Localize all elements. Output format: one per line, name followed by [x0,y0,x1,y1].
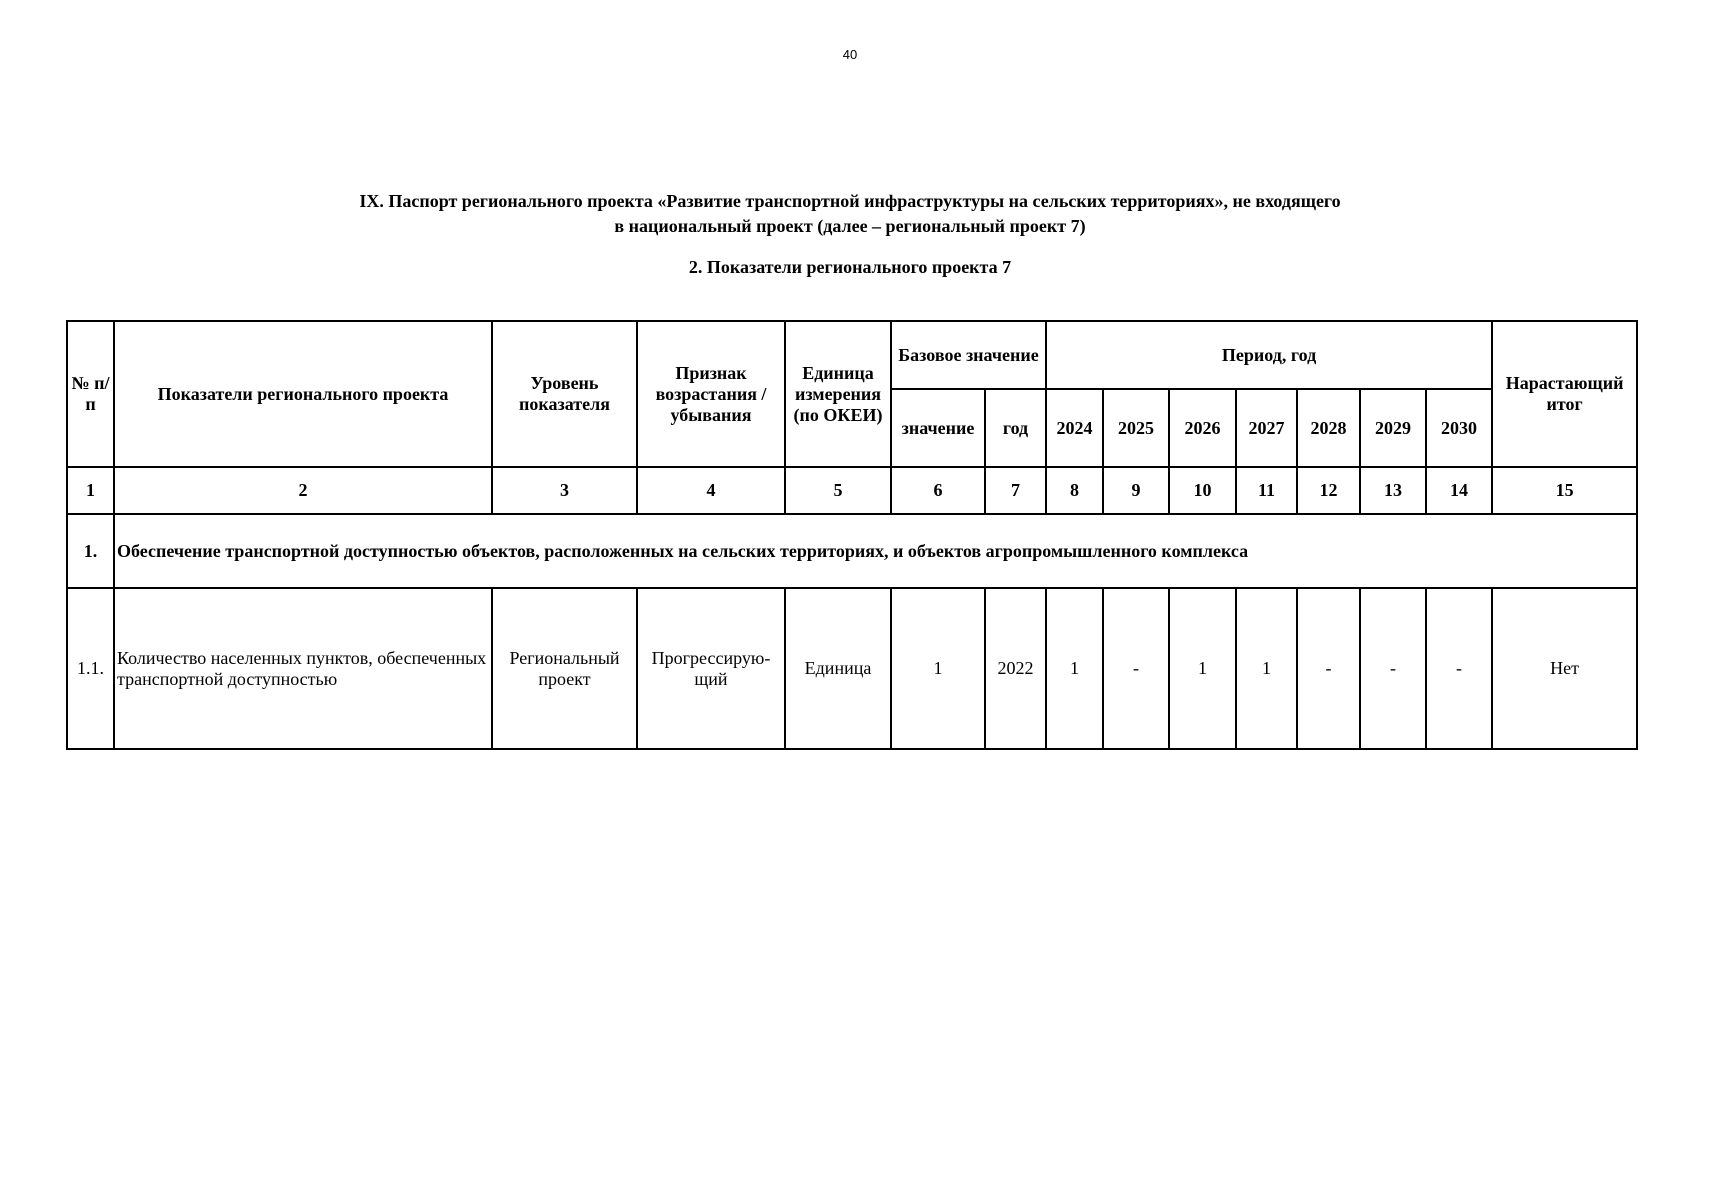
indicators-table [66,320,1638,750]
header-year: 2024 [1046,389,1103,467]
column-number: 5 [785,467,891,514]
table-row [67,588,1637,749]
column-number: 14 [1426,467,1492,514]
document-title-line-1: IX. Паспорт регионального проекта «Развитие транспортной инфраструктуры на сельских территориях», не входящего [359,191,1341,211]
column-number: 7 [985,467,1046,514]
header-year: 2028 [1297,389,1360,467]
row-num: 1.1. [67,588,114,749]
column-number: 6 [891,467,985,514]
section-title: Обеспечение транспортной доступностью объектов, расположенных на сельских территориях, и объектов агропромышленного комплекса [114,514,1637,588]
page-number: 40 [842,47,858,62]
row-year-value: 1 [1046,588,1103,749]
column-number: 11 [1236,467,1297,514]
row-year-value: - [1360,588,1426,749]
row-level: Региональный проект [492,588,637,749]
row-unit: Единица [785,588,891,749]
column-number: 2 [114,467,492,514]
header-year: 2025 [1103,389,1169,467]
header-period: Период, год [1046,321,1492,389]
row-cumulative: Нет [1492,588,1637,749]
header-cumulative: Нарастающий итог [1492,321,1637,467]
header-year: 2030 [1426,389,1492,467]
header-unit: Единица измерения (по ОКЕИ) [785,321,891,467]
header-num: № п/п [67,321,114,467]
column-number: 13 [1360,467,1426,514]
column-number: 12 [1297,467,1360,514]
row-year-value: - [1103,588,1169,749]
column-number: 3 [492,467,637,514]
section-row [67,514,1637,588]
header-indicator: Показатели регионального проекта [114,321,492,467]
header-year: 2026 [1169,389,1236,467]
header-base: Базовое значение [891,321,1046,389]
section-num: 1. [67,514,114,588]
column-numbers-row [67,467,1637,514]
column-number: 1 [67,467,114,514]
column-number: 10 [1169,467,1236,514]
row-base-year: 2022 [985,588,1046,749]
column-number: 9 [1103,467,1169,514]
row-year-value: - [1426,588,1492,749]
row-base-value: 1 [891,588,985,749]
row-trend: Прогрессирую-щий [637,588,785,749]
column-number: 15 [1492,467,1637,514]
row-year-value: 1 [1169,588,1236,749]
header-base-value: значение [891,389,985,467]
header-level: Уровень показателя [492,321,637,467]
document-title-line-2: в национальный проект (далее – региональный проект 7) [614,216,1086,236]
header-base-year: год [985,389,1046,467]
header-year: 2027 [1236,389,1297,467]
column-number: 4 [637,467,785,514]
row-year-value: 1 [1236,588,1297,749]
header-row-1 [67,321,1637,389]
column-number: 8 [1046,467,1103,514]
section-subtitle: 2. Показатели регионального проекта 7 [688,257,1012,277]
header-trend: Признак возрастания / убывания [637,321,785,467]
row-year-value: - [1297,588,1360,749]
header-year: 2029 [1360,389,1426,467]
row-indicator: Количество населенных пунктов, обеспеченных транспортной доступностью [114,588,492,749]
